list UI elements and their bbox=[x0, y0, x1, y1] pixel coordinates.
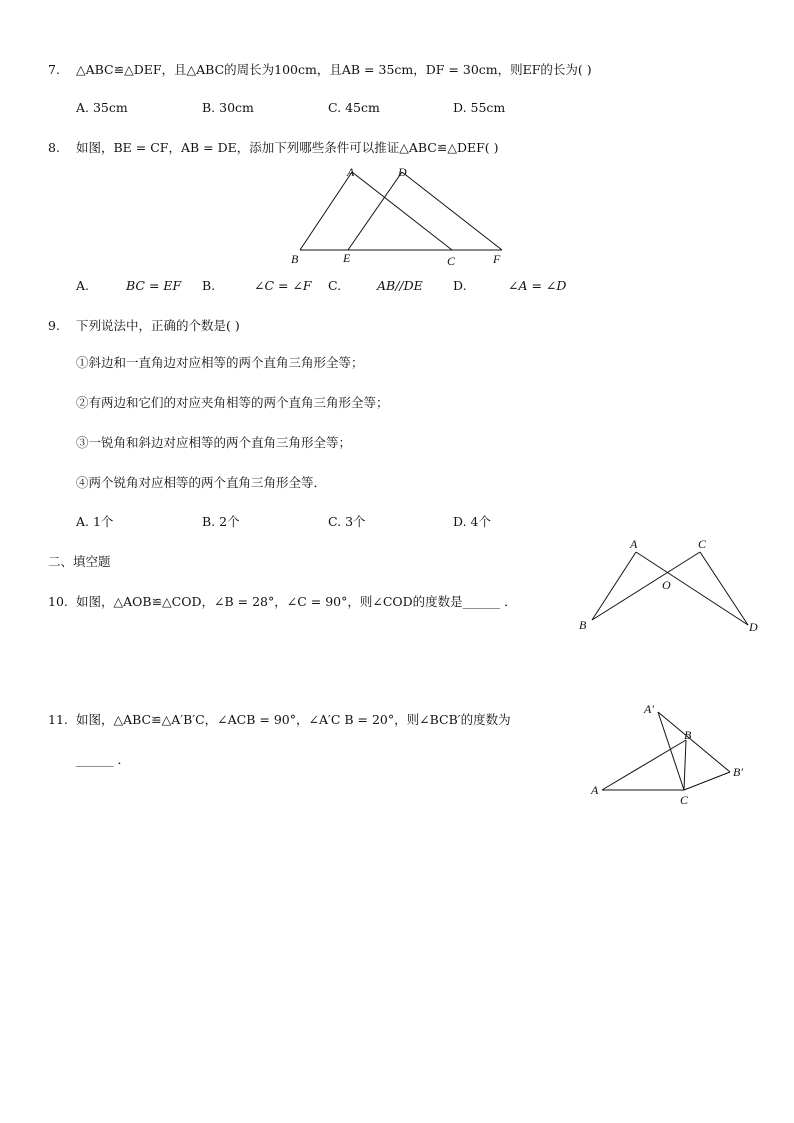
q9-statement-2: ②有两边和它们的对应夹角相等的两个直角三角形全等； bbox=[76, 395, 389, 410]
q8-label-c: C bbox=[447, 254, 456, 268]
q11-answer-blank: ______ ． bbox=[76, 752, 130, 767]
q10-label-d: D bbox=[749, 620, 758, 634]
q10-stem: 如图，△AOB≌△COD，∠B = 28°，∠C = 90°，则∠COD的度数是______ ． bbox=[76, 594, 517, 609]
q9-option-b: B. 2个 bbox=[202, 514, 240, 529]
q7-option-a: A. 35cm bbox=[76, 100, 128, 115]
q10-number: 10. bbox=[48, 594, 68, 609]
q8-stem: 如图，BE = CF，AB = DE，添加下列哪些条件可以推证△ABC≌△DEF( ) bbox=[76, 140, 499, 155]
q8-label-e: E bbox=[343, 251, 351, 265]
q9-number: 9. bbox=[48, 318, 60, 333]
q9-stem: 下列说法中，正确的个数是( ) bbox=[76, 318, 240, 333]
q10-label-o: O bbox=[662, 578, 671, 592]
q8-label-f: F bbox=[493, 252, 501, 266]
q11-number: 11. bbox=[48, 712, 68, 727]
q7-option-c: C. 45cm bbox=[328, 100, 380, 115]
q9-statement-1: ①斜边和一直角边对应相等的两个直角三角形全等； bbox=[76, 355, 364, 370]
q9-option-c: C. 3个 bbox=[328, 514, 366, 529]
q8-option-d: ∠A = ∠D bbox=[508, 278, 567, 293]
q8-option-b-letter: B. bbox=[202, 278, 216, 293]
q11-label-c: C bbox=[680, 793, 689, 807]
q9-statement-4: ④两个锐角对应相等的两个直角三角形全等． bbox=[76, 475, 327, 490]
q10-label-c: C bbox=[698, 537, 707, 551]
q7-number: 7. bbox=[48, 62, 60, 77]
q8-option-a: BC = EF bbox=[126, 278, 182, 293]
q11-label-b: B bbox=[684, 728, 692, 742]
q8-label-b: B bbox=[291, 252, 299, 266]
q7-stem: △ABC≌△DEF，且△ABC的周长为100cm，且AB = 35cm，DF = 30cm，则EF的长为( ) bbox=[76, 62, 592, 77]
q8-option-c-letter: C. bbox=[328, 278, 342, 293]
q7-option-b: B. 30cm bbox=[202, 100, 254, 115]
q8-option-d-letter: D. bbox=[453, 278, 467, 293]
q9-option-a: A. 1个 bbox=[76, 514, 114, 529]
q8-option-a-letter: A. bbox=[76, 278, 90, 293]
q8-label-a: A bbox=[347, 165, 355, 179]
q8-label-d: D bbox=[398, 165, 407, 179]
q11-label-a: A bbox=[591, 783, 599, 797]
q10-label-b: B bbox=[579, 618, 587, 632]
q11-figure bbox=[602, 712, 730, 790]
q10-label-a: A bbox=[630, 537, 638, 551]
q9-option-d: D. 4个 bbox=[453, 514, 491, 529]
q11-label-b-prime: B′ bbox=[733, 765, 743, 779]
q8-number: 8. bbox=[48, 140, 60, 155]
q8-figure bbox=[300, 172, 502, 250]
q7-option-d: D. 55cm bbox=[453, 100, 506, 115]
section-heading: 二、填空题 bbox=[48, 554, 111, 569]
q9-statement-3: ③一锐角和斜边对应相等的两个直角三角形全等； bbox=[76, 435, 352, 450]
q11-stem: 如图，△ABC≌△A′B′C，∠ACB = 90°，∠A′C B = 20°，则∠BCB′的度数为 bbox=[76, 712, 511, 727]
q8-option-b: ∠C = ∠F bbox=[254, 278, 312, 293]
q8-option-c: AB//DE bbox=[377, 278, 423, 293]
q11-label-a-prime: A′ bbox=[644, 702, 654, 716]
